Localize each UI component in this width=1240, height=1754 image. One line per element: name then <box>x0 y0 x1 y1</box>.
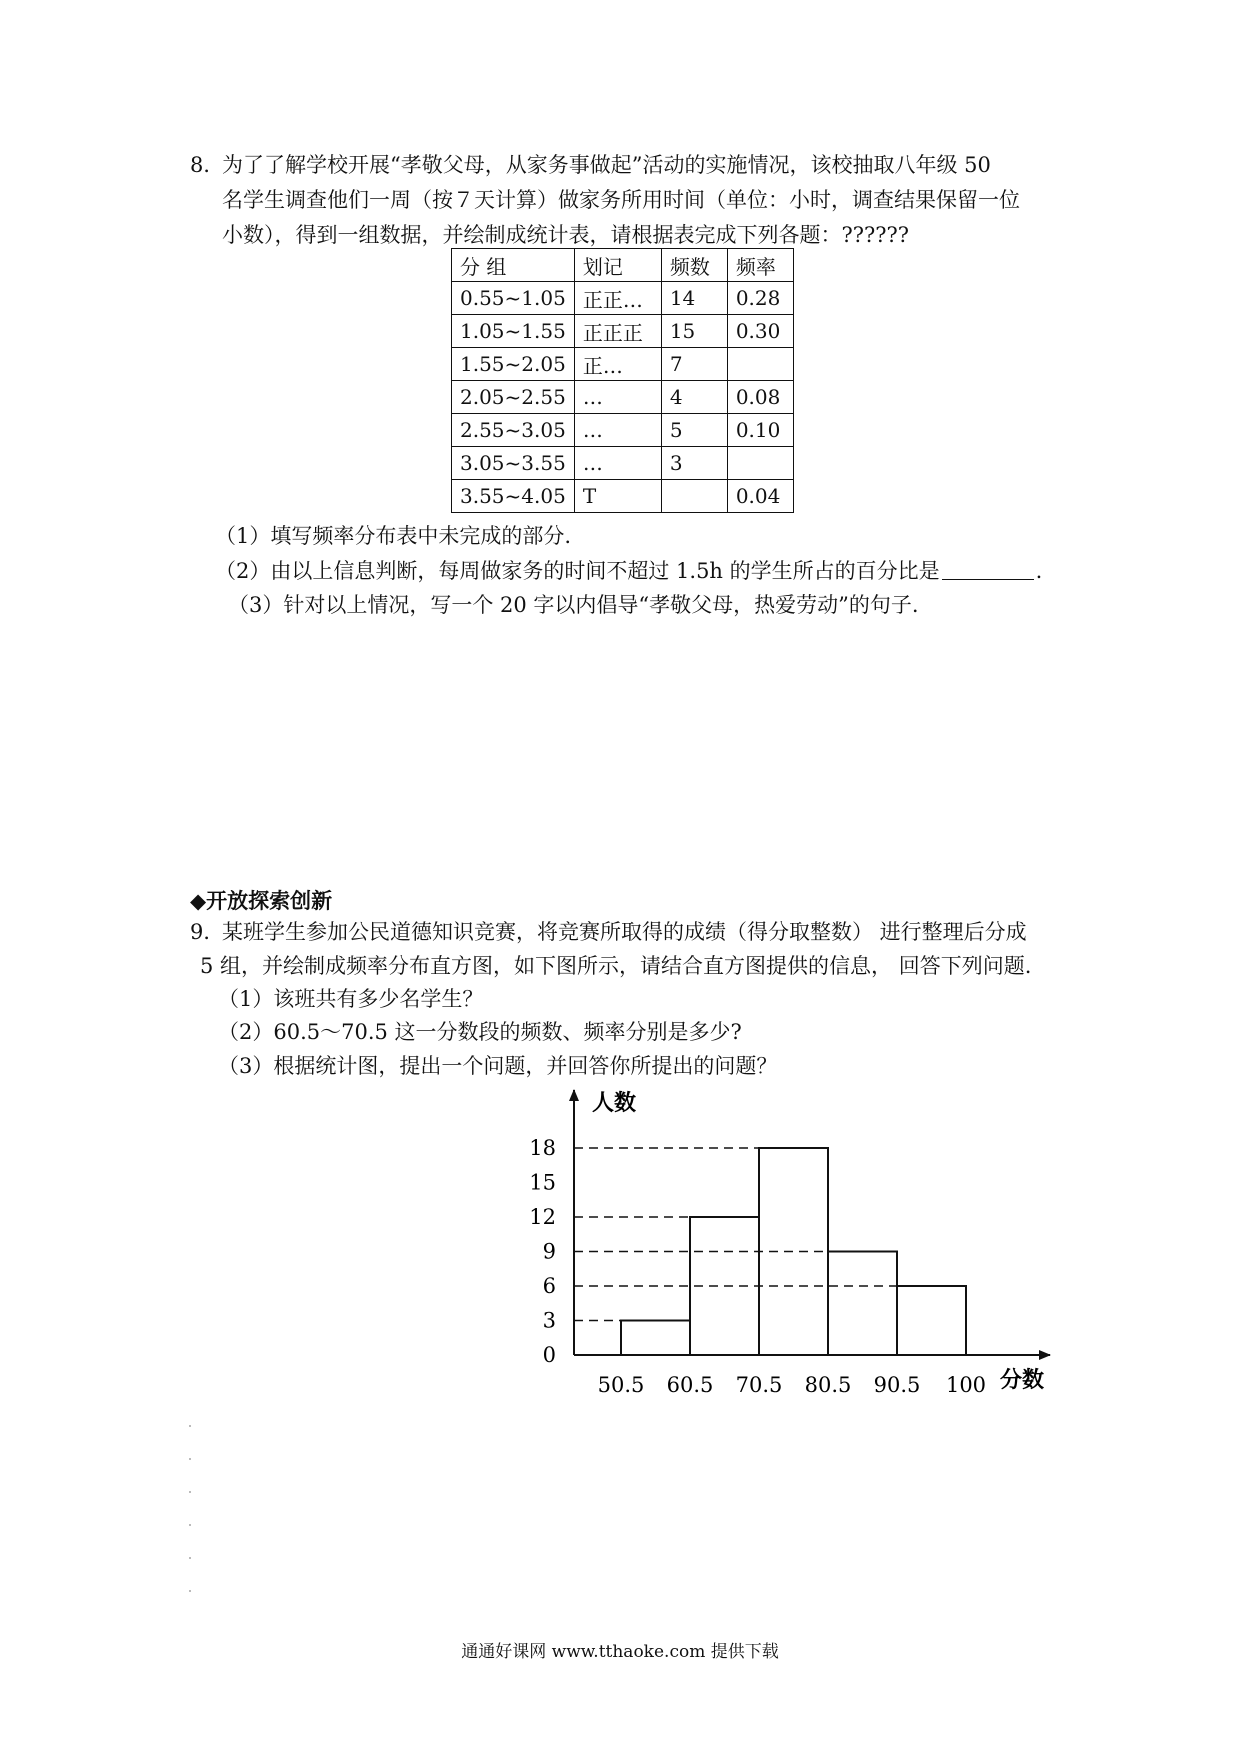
table-row <box>452 480 794 513</box>
table-row <box>452 348 794 381</box>
section-heading: ◆开放探索创新 <box>190 889 333 913</box>
table-row <box>452 315 794 348</box>
cell-count <box>661 480 727 513</box>
cell-count: 15 <box>661 315 727 348</box>
cell-tally: … <box>574 447 661 480</box>
cell-group: 0.55~1.05 <box>452 282 575 315</box>
question-8-sub-2-text: （2）由以上信息判断，每周做家务的时间不超过 1.5h 的学生所占的百分比是 <box>215 559 940 583</box>
cell-tally: 正正… <box>574 282 661 315</box>
cell-count: 4 <box>661 381 727 414</box>
margin-dot <box>189 1491 191 1493</box>
question-8-sub-2-end: . <box>1035 559 1043 583</box>
frequency-table <box>451 248 794 513</box>
margin-dot <box>189 1557 191 1559</box>
x-tick-label: 50.5 <box>597 1373 645 1397</box>
cell-frequency: 0.04 <box>727 480 793 513</box>
y-tick-label: 3 <box>542 1308 556 1333</box>
cell-frequency: 0.08 <box>727 381 793 414</box>
question-9-text-line-1: 某班学生参加公民道德知识竞赛，将竞赛所取得的成绩（得分取整数） 进行整理后分成 <box>222 920 1027 944</box>
y-tick-label: 12 <box>529 1205 556 1229</box>
x-tick-label: 80.5 <box>804 1373 852 1397</box>
question-8-number: 8． <box>190 153 225 177</box>
question-8-text-line-3: 小数），得到一组数据，并绘制成统计表，请根据表完成下列各题：?????? <box>222 223 910 247</box>
cell-group: 3.55~4.05 <box>452 480 575 513</box>
margin-dot <box>189 1458 191 1460</box>
x-tick-label: 70.5 <box>735 1373 783 1397</box>
table-row <box>452 447 794 480</box>
page-footer: 通通好课网 www.tthaoke.com 提供下载 <box>461 1642 779 1662</box>
dashed-reference-lines <box>574 1148 897 1321</box>
cell-count: 5 <box>661 414 727 447</box>
header-group: 分 组 <box>452 249 575 282</box>
cell-count: 7 <box>661 348 727 381</box>
question-8-sub-1: （1）填写频率分布表中未完成的部分. <box>215 524 572 548</box>
cell-frequency: 0.30 <box>727 315 793 348</box>
cell-group: 3.05~3.55 <box>452 447 575 480</box>
y-tick-label: 15 <box>529 1170 556 1195</box>
question-9-text-line-2: 5 组，并绘制成频率分布直方图，如下图所示，请结合直方图提供的信息， 回答下列问题. <box>200 954 1032 978</box>
y-tick-label: 18 <box>529 1136 556 1160</box>
header-relative-frequency: 频率 <box>727 249 793 282</box>
y-tick-label: 0 <box>542 1343 556 1367</box>
cell-group: 2.05~2.55 <box>452 381 575 414</box>
header-frequency-count: 频数 <box>661 249 727 282</box>
question-9-number: 9． <box>190 920 225 944</box>
y-tick-label: 9 <box>542 1239 556 1264</box>
histogram-chart <box>520 1075 1080 1405</box>
table-row <box>452 282 794 315</box>
margin-dot <box>189 1425 191 1427</box>
cell-frequency <box>727 447 793 480</box>
question-9-sub-2: （2）60.5～70.5 这一分数段的频数、频率分别是多少? <box>218 1020 742 1044</box>
histogram-bar-4 <box>828 1252 897 1356</box>
cell-count: 14 <box>661 282 727 315</box>
cell-tally: 正… <box>574 348 661 381</box>
table-header-row <box>452 249 794 282</box>
cell-group: 1.55~2.05 <box>452 348 575 381</box>
cell-tally: 正正正 <box>574 315 661 348</box>
x-tick-label: 60.5 <box>666 1373 714 1397</box>
cell-tally: T <box>574 480 661 513</box>
cell-frequency: 0.10 <box>727 414 793 447</box>
table-row <box>452 381 794 414</box>
histogram-bar-1 <box>621 1321 690 1356</box>
header-tally: 划记 <box>574 249 661 282</box>
cell-group: 1.05~1.55 <box>452 315 575 348</box>
cell-count: 3 <box>661 447 727 480</box>
cell-tally: … <box>574 381 661 414</box>
answer-blank <box>942 559 1034 580</box>
cell-frequency <box>727 348 793 381</box>
margin-dot <box>189 1524 191 1526</box>
y-axis-label: 人数 <box>592 1091 637 1116</box>
y-tick-labels <box>529 1136 556 1367</box>
question-8-sub-3: （3）针对以上情况，写一个 20 字以内倡导“孝敬父母，热爱劳动”的句子. <box>228 593 919 617</box>
question-8-text-line-2: 名学生调查他们一周（按７天计算）做家务所用时间（单位：小时，调查结果保留一位 <box>222 188 1020 212</box>
cell-tally: … <box>574 414 661 447</box>
x-axis-label: 分数 <box>1000 1368 1045 1393</box>
y-tick-label: 6 <box>542 1274 556 1298</box>
question-8-sub-2 <box>215 557 1042 585</box>
question-9-sub-1: （1）该班共有多少名学生？ <box>218 987 484 1011</box>
x-tick-label: 90.5 <box>873 1373 921 1397</box>
margin-dot <box>189 1590 191 1592</box>
x-tick-labels <box>598 1373 986 1397</box>
question-8-text-line-1: 为了了解学校开展“孝敬父母，从家务事做起”活动的实施情况，该校抽取八年级 50 <box>222 153 991 177</box>
histogram-bar-5 <box>897 1286 966 1355</box>
question-9-sub-3: （3）根据统计图，提出一个问题，并回答你所提出的问题？ <box>218 1054 778 1078</box>
cell-group: 2.55~3.05 <box>452 414 575 447</box>
cell-frequency: 0.28 <box>727 282 793 315</box>
table-row <box>452 414 794 447</box>
x-tick-label: 100 <box>945 1373 987 1397</box>
